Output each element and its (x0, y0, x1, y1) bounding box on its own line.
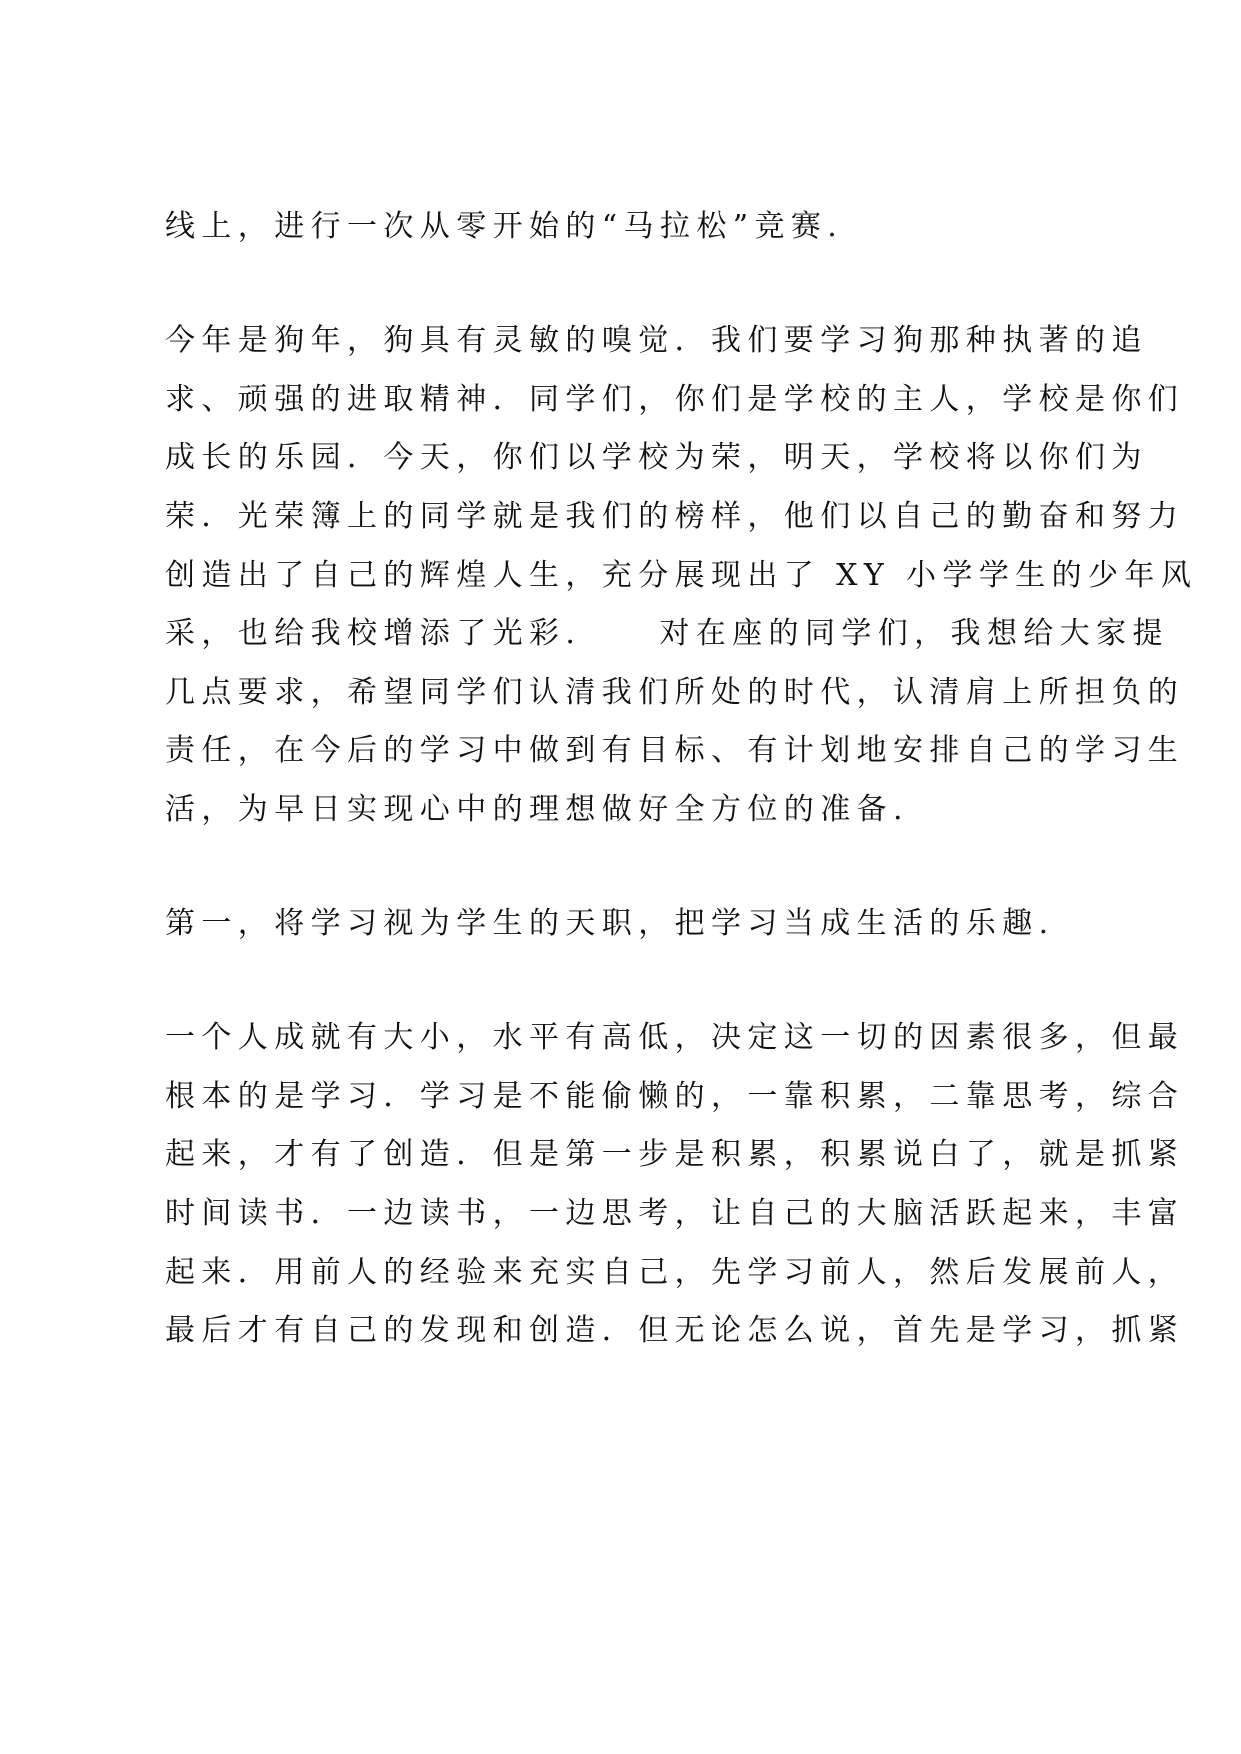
paragraph-4-line-5: 起来．用前人的经验来充实自己，先学习前人，然后发展前人， (165, 1255, 1185, 1290)
paragraph-2-line-8: 责任，在今后的学习中做到有目标、有计划地安排自己的学习生 (165, 733, 1185, 768)
paragraph-2-line-6-end: 对在座的同学们，我想给大家提 (659, 616, 1169, 651)
paragraph-4-line-4: 时间读书．一边读书，一边思考，让自己的大脑活跃起来，丰富 (165, 1196, 1185, 1231)
paragraph-2-line-6 (165, 614, 1169, 654)
paragraph-2-line-2: 求、顽强的进取精神．同学们，你们是学校的主人，学校是你们 (165, 382, 1185, 417)
paragraph-4-line-3: 起来，才有了创造．但是第一步是积累，积累说白了，就是抓紧 (165, 1137, 1185, 1172)
paragraph-2-line-1: 今年是狗年，狗具有灵敏的嗅觉．我们要学习狗那种执著的追 (165, 323, 1148, 358)
paragraph-2-line-7: 几点要求，希望同学们认清我们所处的时代，认清肩上所担负的 (165, 675, 1185, 710)
paragraph-3-line-1: 第一，将学习视为学生的天职，把学习当成生活的乐趣. (165, 906, 1055, 941)
paragraph-2-line-4: 荣．光荣簿上的同学就是我们的榜样，他们以自己的勤奋和努力 (165, 499, 1185, 534)
paragraph-2-line-6-start: 采，也给我校增添了光彩. (165, 616, 582, 651)
paragraph-2-line-5: 创造出了自己的辉煌人生，充分展现出了 XY 小学学生的少年风 (165, 558, 1198, 593)
paragraph-2-line-9: 活，为早日实现心中的理想做好全方位的准备. (165, 792, 909, 827)
paragraph-4-line-2: 根本的是学习．学习是不能偷懒的，一靠积累，二靠思考，综合 (165, 1079, 1185, 1114)
paragraph-1-line-1: 线上，进行一次从零开始的“马拉松”竞赛. (165, 209, 844, 244)
paragraph-2-line-3: 成长的乐园．今天，你们以学校为荣，明天，学校将以你们为 (165, 440, 1148, 475)
paragraph-4-line-6: 最后才有自己的发现和创造．但无论怎么说，首先是学习，抓紧 (165, 1313, 1185, 1348)
paragraph-4-line-1: 一个人成就有大小，水平有高低，决定这一切的因素很多，但最 (165, 1020, 1185, 1055)
